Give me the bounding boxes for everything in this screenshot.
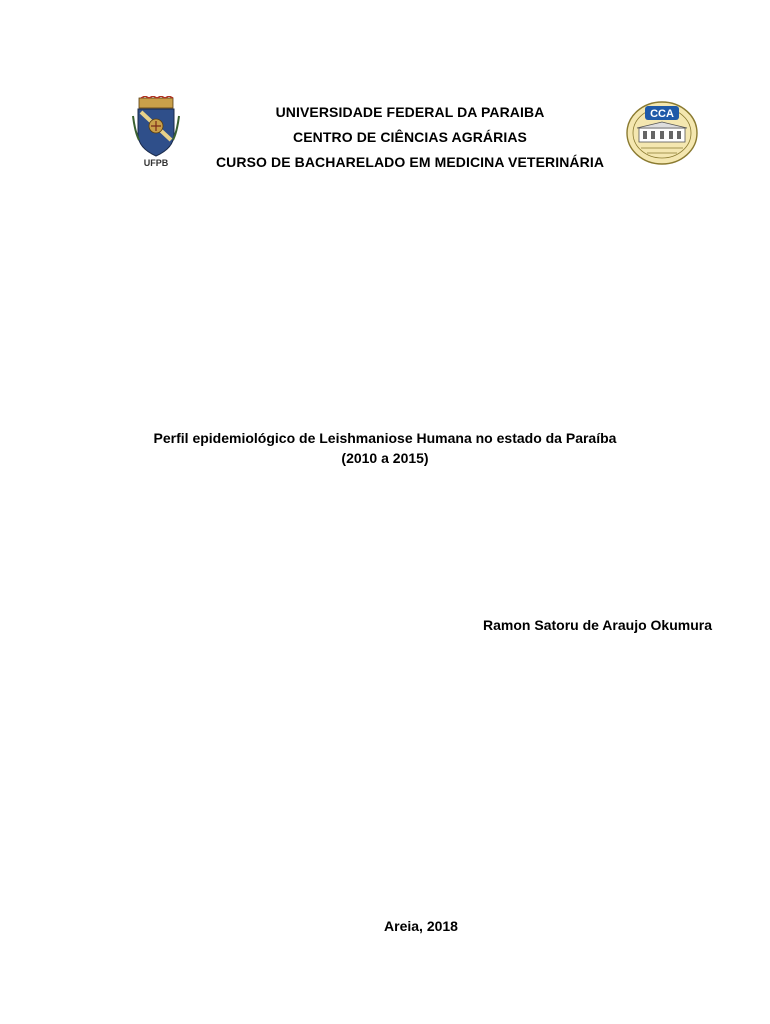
author-name: Ramon Satoru de Araujo Okumura	[483, 617, 712, 633]
place-date-text: Areia, 2018	[384, 918, 458, 934]
ufpb-logo-caption: UFPB	[143, 158, 169, 168]
cca-logo	[625, 100, 699, 166]
thesis-title-line-1: Perfil epidemiológico de Leishmaniose Humana no estado da Paraíba	[153, 430, 617, 446]
cca-logo-caption: CCA	[650, 108, 674, 120]
thesis-title-line-2: (2010 a 2015)	[341, 450, 429, 466]
institution-header	[180, 100, 640, 175]
ufpb-logo	[131, 96, 181, 168]
thesis-title	[60, 428, 710, 468]
document-header	[0, 96, 770, 186]
university-name: UNIVERSIDADE FEDERAL DA PARAIBA	[275, 104, 545, 120]
center-name: CENTRO DE CIÊNCIAS AGRÁRIAS	[293, 129, 527, 145]
place-and-date	[0, 916, 770, 936]
course-name: CURSO DE BACHARELADO EM MEDICINA VETERINÁRIA	[215, 154, 605, 170]
